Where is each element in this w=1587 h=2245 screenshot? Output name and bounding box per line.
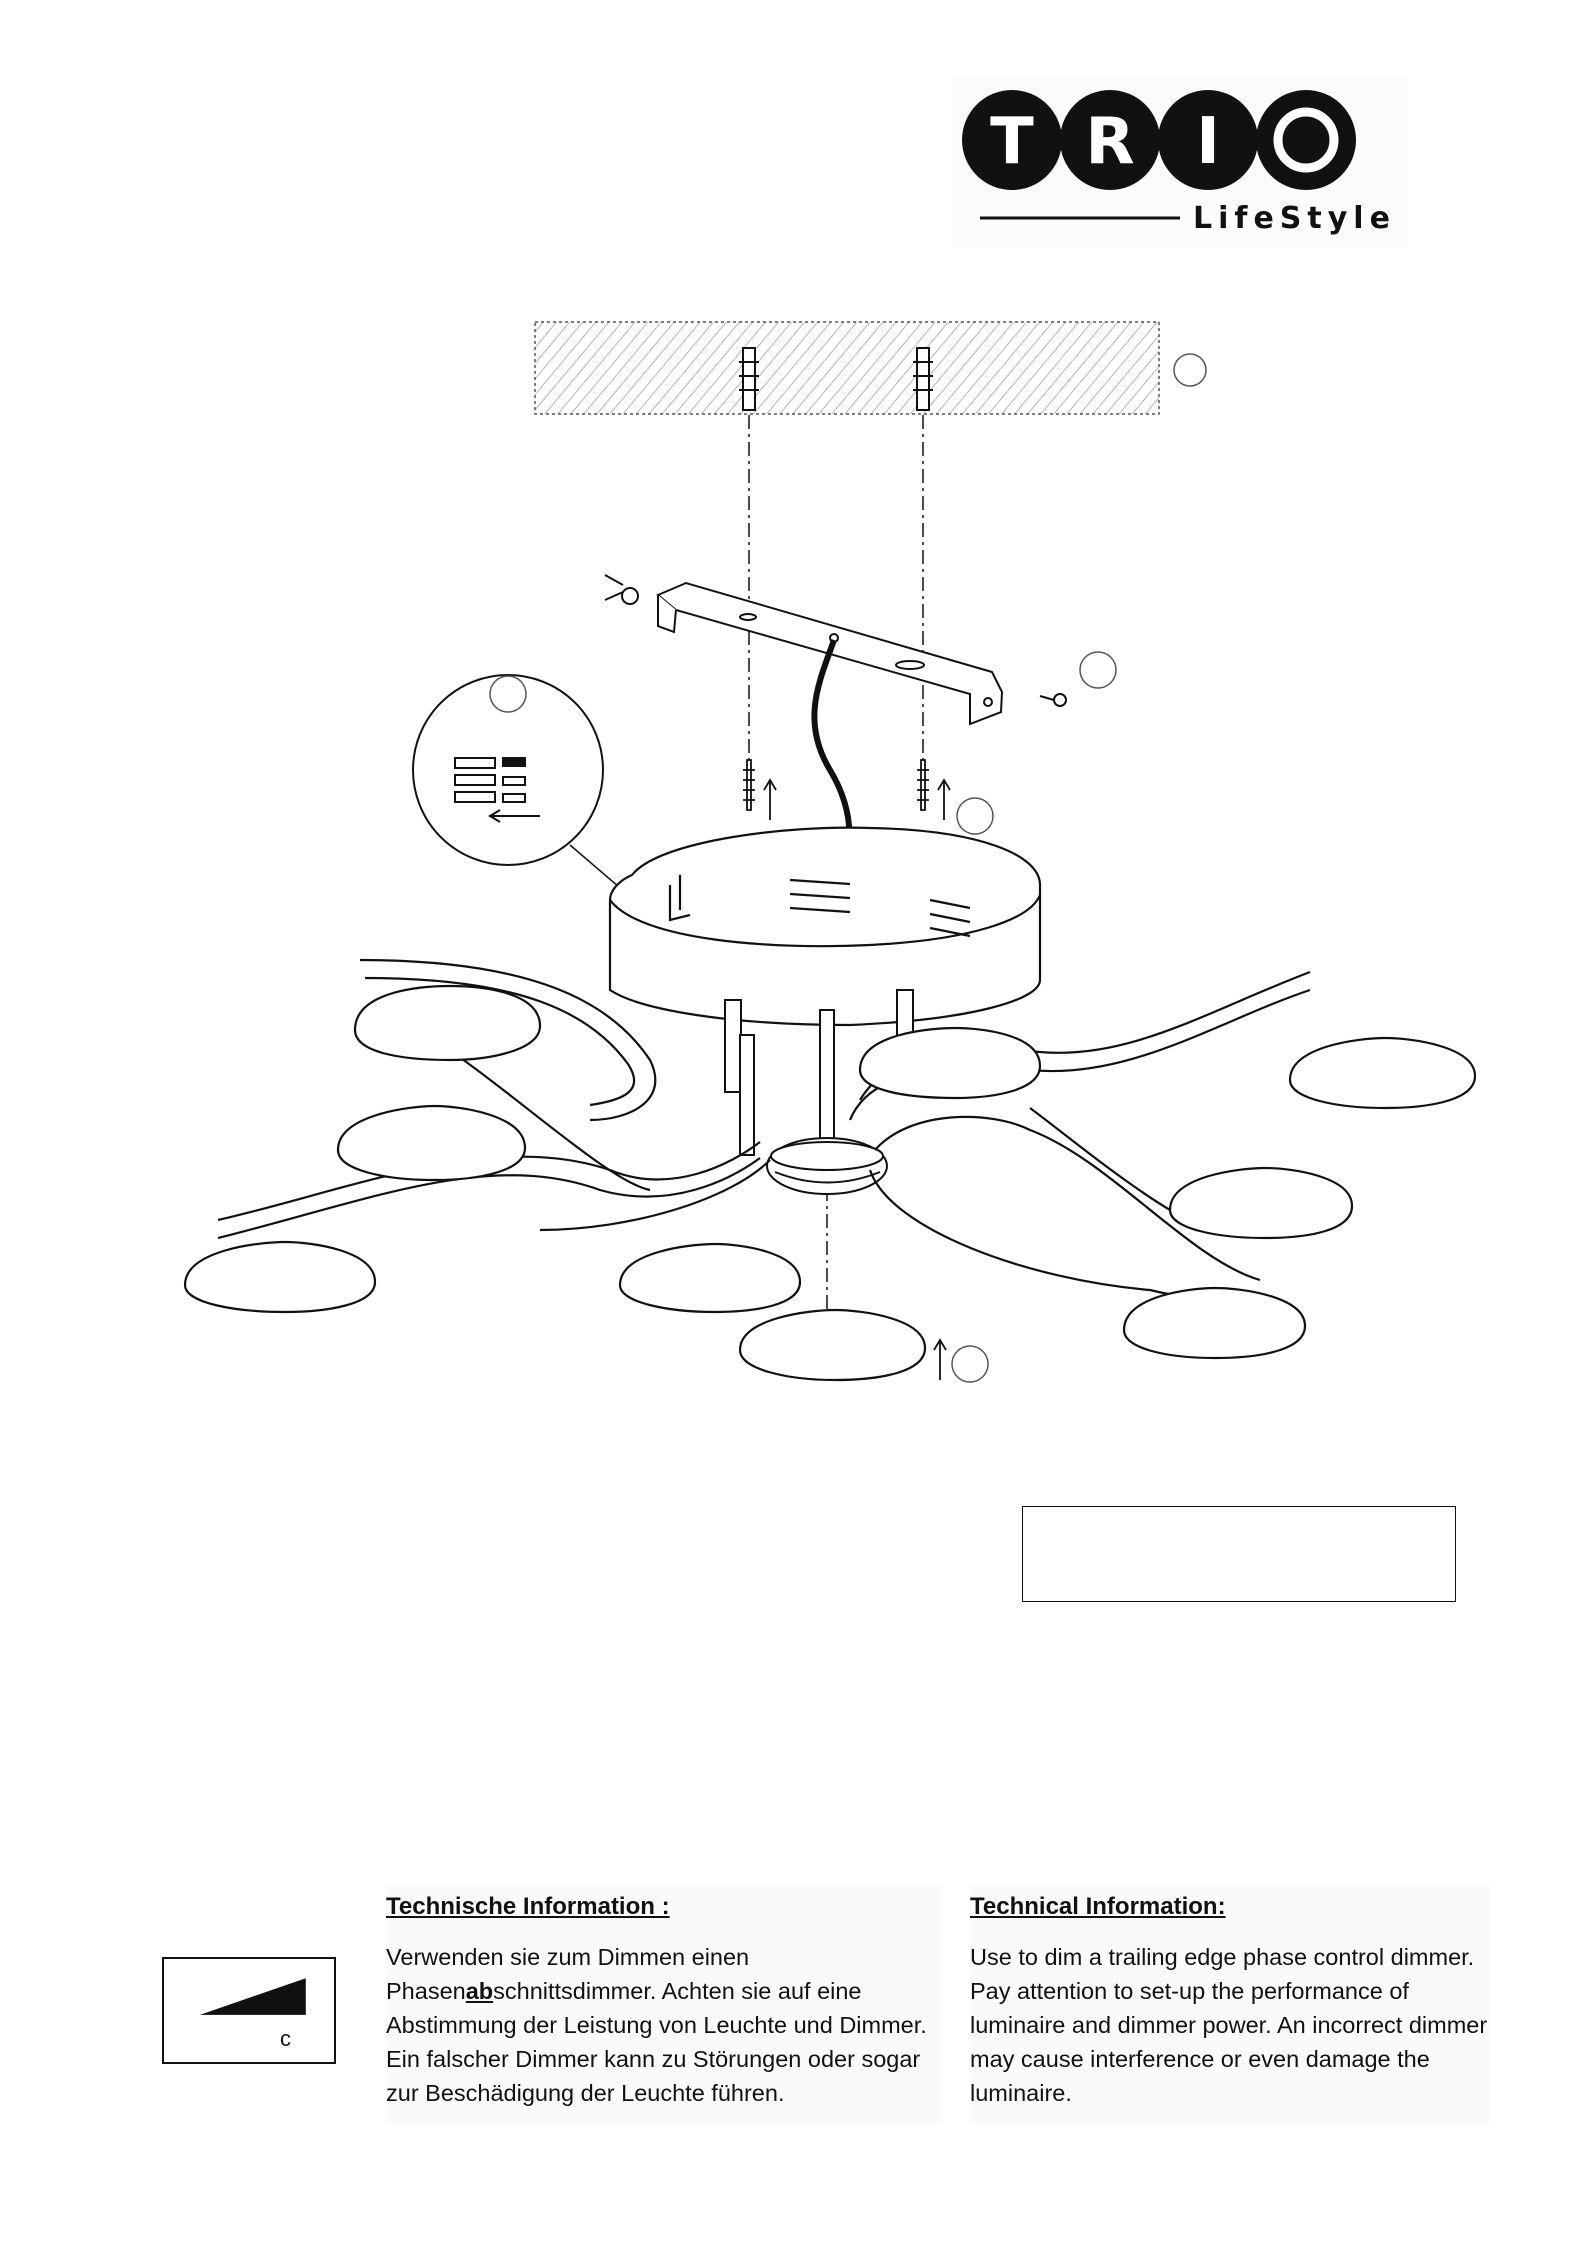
side-screw-right [1040, 694, 1066, 706]
technical-info-en-heading: Technical Information: [970, 1893, 1226, 1920]
shade-6 [860, 1028, 1040, 1098]
long-screw-right [917, 760, 950, 820]
technical-info-de [386, 1886, 941, 2124]
trio-lifestyle-logo [952, 78, 1408, 248]
technical-info-en [970, 1886, 1490, 2124]
logo-tagline: LifeStyle [1193, 201, 1396, 236]
shade-5 [740, 1310, 925, 1380]
terminal-detail [413, 675, 640, 905]
logo-graphic [952, 78, 1408, 248]
assembly-drawing [170, 300, 1510, 1410]
logo-letter-t: T [990, 105, 1034, 179]
dimmer-symbol [162, 1957, 336, 2064]
shade-8 [1170, 1168, 1352, 1238]
text-de-part-1: Verwenden sie zum Dimmen einen Phasen [386, 1944, 750, 2004]
assembly-illustration [170, 300, 1510, 1410]
shade-3 [185, 1242, 375, 1312]
shade-7 [1290, 1038, 1475, 1108]
side-screw-left [605, 575, 638, 604]
ceiling-canopy [610, 828, 1040, 1025]
rotate-arrow-bottom [934, 1340, 946, 1380]
long-screw-left [743, 760, 776, 820]
wall-plug-right [913, 348, 933, 410]
text-de-emphasis: ab [465, 1978, 494, 2004]
wall-plug-left [739, 348, 759, 410]
text-de-part-2: schnittsdimmer. Achten sie auf eine Abstimmung der Leistung von Leuchte und Dimmer. Ein falscher Dimmer kann zu Störungen oder sogar zur Beschädigung der Leuchte führen. [386, 1978, 927, 2106]
step-marker-bracket [1080, 652, 1116, 688]
shade-9 [1124, 1288, 1305, 1358]
empty-label-box [1022, 1506, 1456, 1602]
dimmer-letter: c [280, 2026, 291, 2051]
step-marker-screws [957, 798, 993, 834]
shade-2 [338, 1106, 525, 1180]
logo-letter-i: I [1196, 105, 1220, 179]
dimmer-ramp-icon [164, 1959, 334, 2062]
step-marker-ceiling [1174, 354, 1206, 386]
ceiling-hatch [535, 322, 1159, 414]
technical-info-de-text [386, 1940, 941, 2110]
shade-1 [355, 986, 540, 1060]
shade-4 [620, 1244, 800, 1312]
technical-info-de-heading: Technische Information : [386, 1893, 670, 1920]
logo-letter-r: R [1085, 105, 1135, 179]
technical-info-en-text: Use to dim a trailing edge phase control dimmer. Pay attention to set-up the performance of luminaire and dimmer power. An incorrect dimmer may cause interference or even damage the luminaire. [970, 1944, 1488, 2106]
step-marker-cap [952, 1346, 988, 1382]
